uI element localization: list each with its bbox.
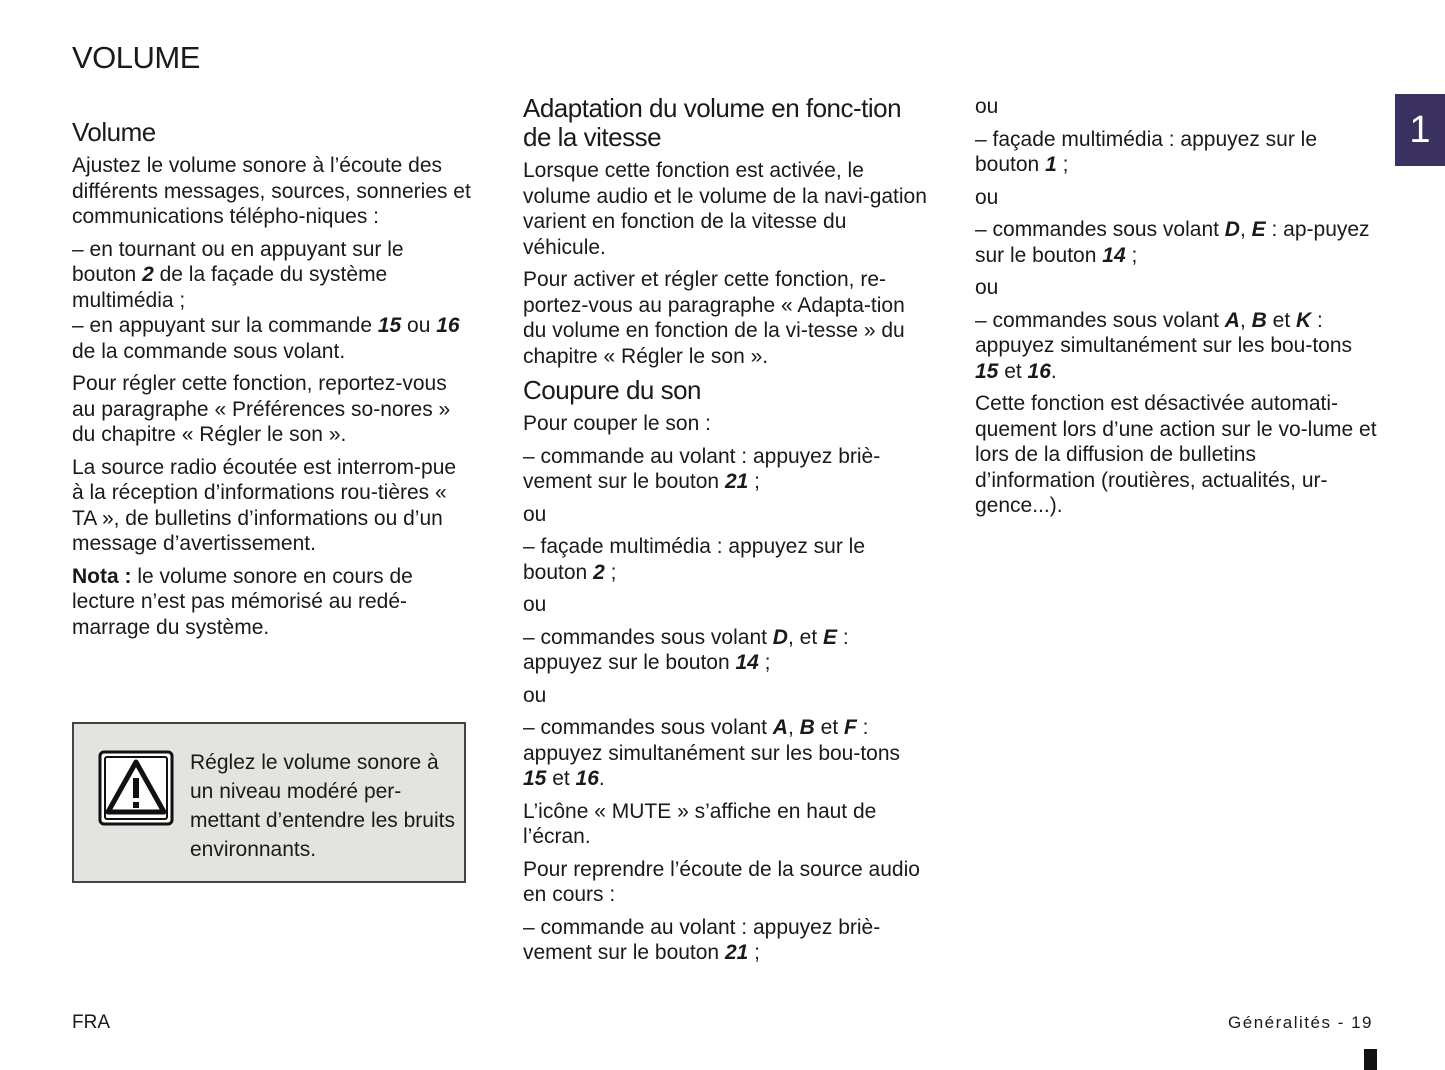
footer-page-number: Généralités - 19: [1228, 1013, 1373, 1032]
separator-ou: ou: [523, 593, 547, 616]
list-item: – en tournant ou en appuyant sur le bouton 2 de la façade du système multimédia ;: [72, 237, 404, 312]
section-heading-speed-volume: Adaptation du volume en fonc-tion de la vitesse: [523, 93, 902, 152]
paragraph: Cette fonction est désactivée automati-quement lors d’une action sur le vo-lume et lors de la diffusion de bulletins d’information (routières, actualités, ur-gence...).: [975, 392, 1377, 517]
column-1: [72, 118, 472, 647]
warning-box: [72, 722, 466, 883]
list-item: – en appuyant sur la commande 15 ou 16 de la commande sous volant.: [72, 314, 460, 363]
footer-language: FRA: [72, 1012, 110, 1033]
list-item: – commandes sous volant A, B et F : appuyez simultanément sur les bou-tons 15 et 16.: [523, 716, 901, 790]
list-item: – commande au volant : appuyez briè-vement sur le bouton 21 ;: [523, 444, 881, 493]
list-item: – façade multimédia : appuyez sur le bouton 2 ;: [523, 535, 866, 584]
separator-ou: ou: [975, 95, 999, 118]
paragraph: Lorsque cette fonction est activée, le volume audio et le volume de la navi-gation varient en fonction de la vitesse du véhicule.: [523, 159, 927, 259]
list-item: – commandes sous volant A, B et K : appuyez simultanément sur les bou-tons 15 et 16.: [975, 308, 1353, 383]
column-3: [975, 94, 1380, 526]
paragraph: Pour régler cette fonction, reportez-vous au paragraphe « Préférences so-nores » du chapitre « Régler le son ».: [72, 372, 451, 446]
paragraph: La source radio écoutée est interrom-pue à la réception d’informations rou-tières « TA », de bulletins d’informations ou d’un message d’avertissement.: [72, 455, 457, 555]
paragraph: Pour couper le son :: [523, 412, 711, 435]
list-item: – façade multimédia : appuyez sur le bouton 1 ;: [975, 127, 1318, 176]
paragraph: Ajustez le volume sonore à l’écoute des différents messages, sources, sonneries et communications télépho-niques :: [72, 154, 471, 228]
list-item: – commandes sous volant D, E : ap-puyez sur le bouton 14 ;: [975, 218, 1370, 267]
list-item: – commandes sous volant D, et E : appuyez sur le bouton 14 ;: [523, 625, 849, 674]
paragraph: Pour activer et régler cette fonction, re-portez-vous au paragraphe « Adapta-tion du volume en fonction de la vi-tesse » du chapitre « Régler le son ».: [523, 268, 905, 368]
nota-paragraph: Nota : le volume sonore en cours de lecture n’est pas mémorisé au redé-marrage du système.: [72, 564, 413, 639]
separator-ou: ou: [523, 502, 547, 526]
separator-ou: ou: [523, 683, 547, 707]
section-heading-volume: Volume: [72, 117, 156, 147]
warning-triangle-icon: [98, 750, 174, 826]
list-item: – commande au volant : appuyez briè-vement sur le bouton 21 ;: [523, 915, 881, 964]
page-title: VOLUME: [72, 40, 200, 75]
warning-text: Réglez le volume sonore à un niveau modéré per-mettant d’entendre les bruits environnants.: [190, 751, 455, 861]
column-2: [523, 94, 928, 973]
separator-ou: ou: [975, 185, 999, 209]
section-heading-mute: Coupure du son: [523, 375, 702, 405]
separator-ou: ou: [975, 276, 999, 299]
nota-label: Nota :: [72, 564, 132, 588]
chapter-tab: 1: [1395, 94, 1445, 166]
paragraph: Pour reprendre l’écoute de la source audio en cours :: [523, 857, 920, 906]
paragraph: L’icône « MUTE » s’affiche en haut de l’écran.: [523, 799, 877, 848]
page-edge-marker: [1364, 1049, 1377, 1070]
